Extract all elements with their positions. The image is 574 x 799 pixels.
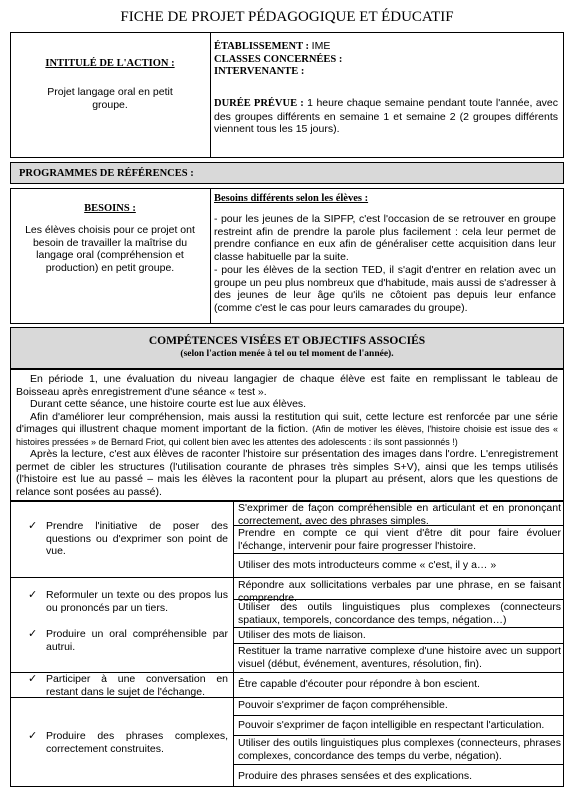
besoins-diff-label: Besoins différents selon les élèves :	[214, 193, 369, 204]
criteria-item: Répondre aux sollicitations verbales par une phrase, en se faisant comprendre.	[234, 578, 564, 600]
besoins-para2: - pour les élèves de la section TED, il s'agit d'entrer en relation avec un groupe un peu plus nombreux que d'habitude, mais aussi de s'adresser à des jeunes de leur âge qu'ils ne côtoient pas depuis leur enfance (comme c'est le cas pour leurs camarades du groupe).	[214, 264, 556, 314]
competences-subtitle: (selon l'action menée à tel ou tel moment de l'année).	[180, 349, 394, 359]
duree-block	[214, 97, 558, 136]
etablissement-label: ÉTABLISSEMENT :	[214, 41, 310, 52]
page-title: FICHE DE PROJET PÉDAGOGIQUE ET ÉDUCATIF	[120, 9, 454, 25]
objective-row-3	[14, 673, 228, 698]
criteria-item: Utiliser des outils linguistiques plus complexes (connecteurs spatiaux, temporels, concordance des temps, négation…)	[234, 600, 564, 628]
objective-text: Participer à une conversation en restant dans le sujet de l'échange.	[46, 673, 228, 698]
classes-label: CLASSES CONCERNÉES :	[214, 53, 343, 65]
competences-p1: En période 1, une évaluation du niveau langagier de chaque élève est faite en remplissant le tableau de Boisseau après enregistrement d'une séance « test ».	[16, 373, 558, 398]
competences-title: COMPÉTENCES VISÉES ET OBJECTIFS ASSOCIÉS	[148, 335, 426, 347]
check-icon: ✓	[28, 730, 38, 742]
criteria-item: Restituer la trame narrative complexe d'une histoire avec un support visuel (début, événement, aventures, résolution, fin).	[238, 645, 561, 670]
besoins-divider	[210, 188, 211, 324]
check-icon: ✓	[28, 589, 38, 601]
action-label: INTITULÉ DE L'ACTION :	[45, 58, 175, 69]
objective-text: Produire des phrases complexes, correctement construites.	[46, 730, 228, 755]
check-icon: ✓	[28, 628, 38, 640]
criteria-item: Être capable d'écouter pour répondre à bon escient.	[238, 678, 480, 690]
action-text: Projet langage oral en petit groupe.	[47, 86, 173, 111]
criteria-item: Produire des phrases sensées et des explications.	[238, 770, 473, 782]
objective-row-2a	[14, 589, 228, 614]
objective-row-2b	[14, 628, 228, 653]
objective-text: Reformuler un texte ou des propos lus ou prononcés par un tiers.	[46, 589, 228, 614]
check-icon: ✓	[28, 673, 38, 685]
criteria-group-2	[234, 578, 564, 672]
criteria-item: Utiliser des mots de liaison.	[234, 628, 564, 644]
criteria-item: Utiliser des outils linguistiques plus complexes (connecteurs, phrases complexes, concordance des temps du verbe, négation).	[234, 736, 564, 765]
criteria-item: S'exprimer de façon compréhensible en articulant et en prononçant correctement, avec des phrases simples.	[234, 501, 564, 526]
intervenante-label: INTERVENANTE :	[214, 66, 305, 77]
objective-text: Produire un oral compréhensible par autrui.	[46, 628, 228, 653]
check-icon: ✓	[28, 520, 38, 532]
etablissement-value: IME	[311, 40, 331, 52]
objective-row-4	[14, 730, 228, 755]
criteria-group-4	[234, 698, 564, 787]
criteria-group-1	[234, 501, 564, 577]
programmes-title: PROGRAMMES DE RÉFÉRENCES :	[19, 168, 194, 179]
criteria-group-3	[234, 673, 564, 697]
duree-value: 1 heure chaque semaine pendant toute l'année, avec des groupes différents en semaine 1 et semaine 2 (2 groupes différents viennent tous les 15 jours).	[214, 97, 559, 135]
competences-p2: Durant cette séance, une histoire courte est lue aux élèves.	[30, 398, 307, 410]
duree-label: DURÉE PRÉVUE :	[214, 98, 304, 109]
objective-row-1	[14, 520, 228, 558]
criteria-item: Pouvoir s'exprimer de façon intelligible en respectant l'articulation.	[234, 716, 564, 736]
competences-body	[10, 369, 564, 501]
besoins-label: BESOINS :	[84, 203, 136, 214]
header-divider	[210, 32, 211, 158]
besoins-para1: - pour les jeunes de la SIPFP, c'est l'occasion de se retrouver en groupe restreint afin de prendre la parole plus facilement : cela leur permet de prendre confiance en eux afin de généraliser cette acquisition dans leur classe habituelle par la suite.	[214, 213, 556, 263]
besoins-text: Les élèves choisis pour ce projet ont besoin de travailler la maîtrise du langage oral (compréhension et production) en petit groupe.	[25, 224, 195, 274]
criteria-item: Prendre en compte ce qui vient d'être dit pour faire évoluer l'échange, intervenir pour faire progresser l'histoire.	[234, 526, 564, 554]
info-block	[214, 40, 560, 79]
competences-p3: Afin d'améliorer leur compréhension, mais aussi la restitution qui suit, cette lecture est renforcée par une série d'images qui illustrent chaque moment important de la fiction. (Afin de motiver les élèves, l'histoire choisie est issue des « histoires pressées » de Bernard Friot, qui collent bien avec les attentes des adolescents : ils sont passionnés !)	[16, 410, 559, 447]
criteria-item: Utiliser des mots introducteurs comme « c'est, il y a… »	[238, 559, 497, 571]
programmes-bar	[10, 162, 564, 184]
competences-p4: Après la lecture, c'est aux élèves de raconter l'histoire sur présentation des images dans l'ordre. L'enregistrement permet de cibler les structures (l'utilisation courante de phrases très simples S+V), ainsi que les temps utilisés (l'histoire est lue au passé – mais les élèves la racontent pour la plupart au présent, alors que les questions de relance sont posées au passé).	[16, 448, 558, 498]
competences-header	[10, 327, 564, 369]
objective-text: Prendre l'initiative de poser des questions ou d'exprimer son point de vue.	[46, 520, 228, 557]
criteria-item: Pouvoir s'exprimer de façon compréhensible.	[234, 698, 564, 716]
